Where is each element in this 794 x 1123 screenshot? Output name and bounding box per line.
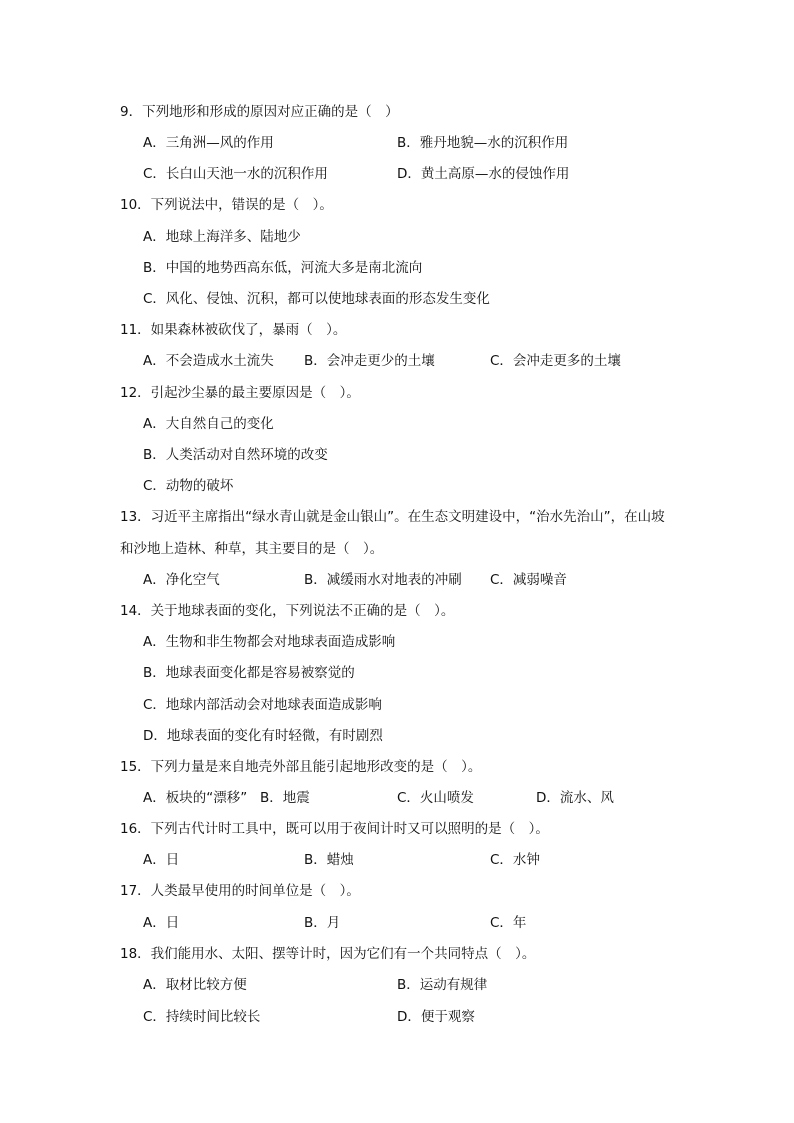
question-9-option-a: A．三角洲—风的作用	[143, 135, 274, 151]
question-15-option-d: D．流水、风	[536, 790, 614, 806]
question-14-option-b: B．地球表面变化都是容易被察觉的	[143, 665, 355, 681]
question-9-option-c: C．长白山天池一水的沉积作用	[143, 166, 328, 182]
question-11-stem: 11．如果森林被砍伐了，暴雨（ ）。	[120, 322, 347, 338]
question-13-option-a: A．净化空气	[143, 572, 220, 588]
question-18-option-a: A．取材比较方便	[143, 977, 247, 993]
question-16-option-c: C．水钟	[490, 852, 540, 868]
question-11-option-b: B．会冲走更少的土壤	[304, 353, 435, 369]
question-14-option-a: A．生物和非生物都会对地球表面造成影响	[143, 634, 396, 650]
question-17-option-b: B．月	[304, 915, 341, 931]
question-12-stem: 12．引起沙尘暴的最主要原因是（ ）。	[120, 385, 360, 401]
question-16-option-a: A．日	[143, 852, 180, 868]
question-15-stem: 15．下列力量是来自地壳外部且能引起地形改变的是（ ）。	[120, 759, 482, 775]
question-13-stem: 13．习近平主席指出“绿水青山就是金山银山”。在生态文明建设中，“治水先治山”，在山坡	[120, 509, 665, 525]
question-11-option-a: A．不会造成水土流失	[143, 353, 274, 369]
question-10-option-c: C．风化、侵蚀、沉积，都可以使地球表面的形态发生变化	[143, 291, 490, 307]
question-13-option-b: B．减缓雨水对地表的冲刷	[304, 572, 462, 588]
question-10-stem: 10．下列说法中，错误的是（ ）。	[120, 197, 333, 213]
question-9-option-b: B．雅丹地貌—水的沉积作用	[397, 135, 569, 151]
question-15-option-b: B．地震	[260, 790, 310, 806]
question-12-option-b: B．人类活动对自然环境的改变	[143, 447, 328, 463]
question-10-option-b: B．中国的地势西高东低，河流大多是南北流向	[143, 260, 423, 276]
question-12-option-c: C．动物的破坏	[143, 478, 234, 494]
question-17-option-a: A．日	[143, 915, 180, 931]
question-18-option-c: C．持续时间比较长	[143, 1009, 261, 1025]
question-12-option-a: A．大自然自己的变化	[143, 416, 274, 432]
question-17-stem: 17．人类最早使用的时间单位是（ ）。	[120, 883, 360, 899]
question-15-option-c: C．火山喷发	[397, 790, 474, 806]
question-14-option-d: D．地球表面的变化有时轻微，有时剧烈	[143, 728, 383, 744]
question-15-option-a: A．板块的“漂移”	[143, 790, 248, 806]
question-18-stem: 18．我们能用水、太阳、摆等计时，因为它们有一个共同特点（ ）。	[120, 946, 536, 962]
question-17-option-c: C．年	[490, 915, 527, 931]
question-14-option-c: C．地球内部活动会对地球表面造成影响	[143, 697, 382, 713]
question-11-option-c: C．会冲走更多的土壤	[490, 353, 621, 369]
question-18-option-d: D．便于观察	[397, 1009, 475, 1025]
question-16-option-b: B．蜡烛	[304, 852, 354, 868]
question-9-option-d: D．黄土高原—水的侵蚀作用	[397, 166, 570, 182]
question-13-option-c: C．减弱噪音	[490, 572, 567, 588]
question-10-option-a: A．地球上海洋多、陆地少	[143, 229, 301, 245]
question-18-option-b: B．运动有规律	[397, 977, 488, 993]
question-9-stem: 9．下列地形和形成的原因对应正确的是（ ）	[120, 104, 399, 120]
question-13-stem-continued: 和沙地上造林、种草，其主要目的是（ ）。	[120, 541, 384, 557]
question-16-stem: 16．下列古代计时工具中，既可以用于夜间计时又可以照明的是（ ）。	[120, 821, 549, 837]
question-14-stem: 14．关于地球表面的变化，下列说法不正确的是（ ）。	[120, 603, 455, 619]
